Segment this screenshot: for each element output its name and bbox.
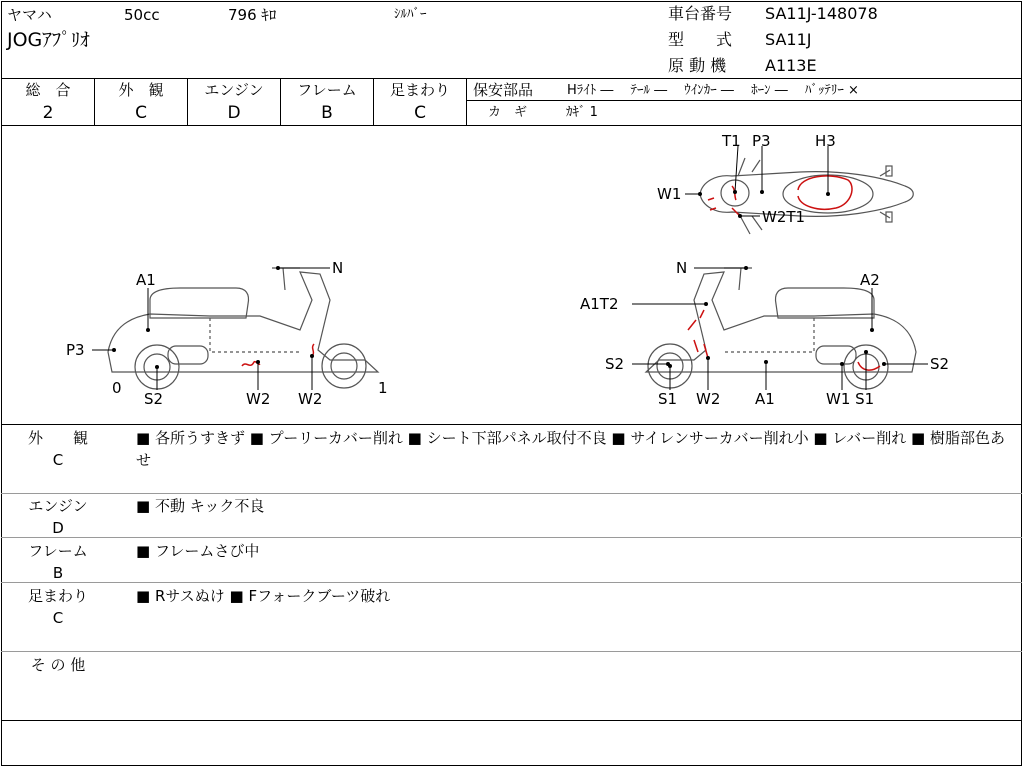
engine-value: A113E	[765, 56, 817, 75]
mileage: 796 ｷﾛ	[228, 6, 277, 24]
displacement: 50cc	[124, 6, 160, 24]
label-left-zero: 0	[112, 379, 122, 397]
section-exterior-label: 外 観 C	[27, 429, 88, 469]
label-right-a1: A1	[755, 390, 775, 408]
model-name: JOGｱﾌﾟﾘｵ	[7, 29, 90, 51]
section-engine-label: エンジン D	[28, 497, 88, 537]
label-right-w1s1: W1 S1	[826, 390, 875, 408]
grade-overall: 総 合 2	[25, 81, 71, 123]
grade-engine: エンジン D	[204, 81, 264, 123]
label-top-h3: H3	[815, 132, 836, 150]
section-frame-label: フレーム B	[28, 542, 88, 582]
label-left-w2b: W2	[298, 390, 323, 408]
label-top-p3: P3	[752, 132, 771, 150]
damage-diagram	[0, 126, 1024, 424]
frame-no-label: 車台番号	[668, 4, 733, 23]
label-right-s2-right: S2	[930, 355, 950, 373]
grade-frame: フレーム B	[297, 81, 357, 123]
label-right-n: N	[676, 259, 688, 277]
label-left-n: N	[332, 259, 344, 277]
label-right-s1: S1	[658, 390, 678, 408]
label-right-a1t2: A1T2	[580, 295, 619, 313]
label-top-w1: W1	[657, 185, 682, 203]
label-left-w2a: W2	[246, 390, 271, 408]
color: ｼﾙﾊﾞｰ	[394, 7, 427, 22]
frame-no: SA11J-148078	[765, 4, 878, 23]
section-exterior-text: ■ 各所うすきず ■ プーリーカバー削れ ■ シート下部パネル取付不良 ■ サイレンサーカバー削れ小 ■ レバー削れ ■ 樹脂部色あせ	[136, 429, 1005, 469]
key-value: ｶｷﾞ 1	[566, 105, 598, 120]
label-left-p3: P3	[66, 341, 85, 359]
rule-sections-top	[1, 424, 1022, 425]
section-frame-text: ■ フレームさび中	[136, 542, 260, 560]
type-value: SA11J	[765, 30, 812, 49]
safety-parts-items: Hﾗｲﾄ ― ﾃｰﾙ ― ｳｲﾝｶｰ ― ﾎｰﾝ ― ﾊﾞｯﾃﾘｰ ×	[567, 83, 859, 98]
label-left-one: 1	[378, 379, 388, 397]
scooter-top-view	[700, 158, 913, 234]
section-suspension-text: ■ Rサスぬけ ■ Fフォークブーツ破れ	[136, 587, 391, 605]
label-right-a2: A2	[860, 271, 880, 289]
label-top-t1: T1	[722, 132, 741, 150]
label-left-s2: S2	[144, 390, 164, 408]
label-top-w2t1: W2T1	[762, 208, 806, 226]
type-label: 型 式	[668, 30, 733, 49]
rule-sections-bottom	[1, 720, 1022, 721]
key-label: カ ギ	[488, 105, 528, 120]
maker: ヤマハ	[7, 6, 52, 24]
grade-exterior: 外 観 C	[118, 81, 164, 123]
grade-suspension: 足まわり C	[389, 81, 450, 123]
label-right-w2: W2	[696, 390, 721, 408]
section-other-label: そ の 他	[30, 656, 86, 674]
label-left-a1: A1	[136, 271, 156, 289]
engine-label: 原 動 機	[668, 56, 727, 75]
section-engine-text: ■ 不動 キック不良	[136, 497, 265, 515]
section-suspension-label: 足まわり C	[27, 587, 88, 627]
label-right-s2-left: S2	[605, 355, 625, 373]
safety-parts-title: 保安部品	[473, 81, 534, 99]
